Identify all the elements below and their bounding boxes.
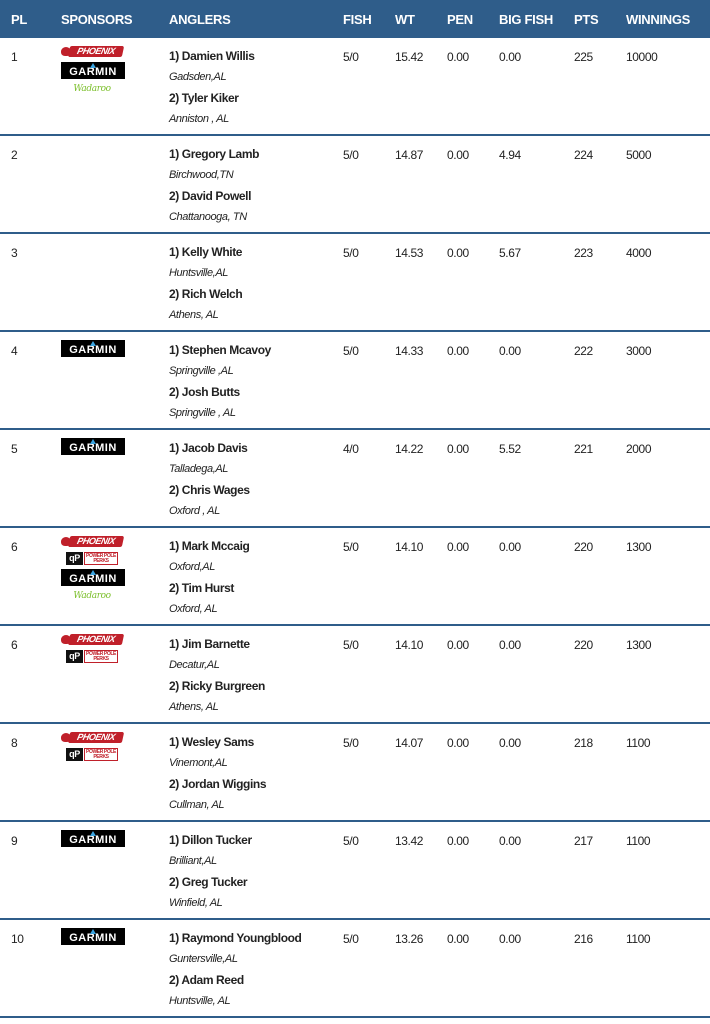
angler-1-name[interactable]: 1) Raymond Youngblood bbox=[169, 931, 302, 945]
qp-logo-text: POWER POLE PERKS bbox=[84, 748, 118, 761]
fish-cell: 5/0 bbox=[343, 736, 359, 750]
place-cell: 3 bbox=[11, 246, 18, 260]
points-cell: 217 bbox=[574, 834, 593, 848]
garmin-triangle-icon bbox=[90, 439, 96, 444]
header-pl: PL bbox=[11, 12, 28, 27]
garmin-logo-text: GARMIN bbox=[69, 66, 117, 78]
winnings-cell: 3000 bbox=[626, 344, 652, 358]
power-pole-perks-logo[interactable] bbox=[66, 650, 118, 663]
qp-mark: qP bbox=[66, 650, 83, 663]
angler-2-city: Chattanooga, TN bbox=[169, 211, 247, 223]
fish-cell: 5/0 bbox=[343, 932, 359, 946]
place-cell: 4 bbox=[11, 344, 18, 358]
place-cell: 2 bbox=[11, 148, 18, 162]
anglers-cell bbox=[169, 146, 259, 230]
winnings-cell: 4000 bbox=[626, 246, 652, 260]
angler-1-name[interactable]: 1) Stephen Mcavoy bbox=[169, 343, 271, 357]
fish-cell: 5/0 bbox=[343, 148, 359, 162]
qp-logo-text: POWER POLE PERKS bbox=[84, 650, 118, 663]
penalty-cell: 0.00 bbox=[447, 540, 469, 554]
points-cell: 220 bbox=[574, 638, 593, 652]
weight-cell: 14.22 bbox=[395, 442, 424, 456]
garmin-logo-text: GARMIN bbox=[69, 932, 117, 944]
angler-2-name[interactable]: 2) Jordan Wiggins bbox=[169, 777, 267, 791]
header-wt: WT bbox=[395, 12, 415, 27]
angler-1-name[interactable]: 1) Wesley Sams bbox=[169, 735, 254, 749]
penalty-cell: 0.00 bbox=[447, 246, 469, 260]
anglers-cell bbox=[169, 832, 252, 916]
big-fish-cell: 0.00 bbox=[499, 932, 521, 946]
fish-cell: 4/0 bbox=[343, 442, 359, 456]
table-row bbox=[0, 234, 710, 332]
angler-2-name[interactable]: 2) Tim Hurst bbox=[169, 581, 234, 595]
penalty-cell: 0.00 bbox=[447, 736, 469, 750]
angler-2-name[interactable]: 2) Josh Butts bbox=[169, 385, 240, 399]
angler-2-name[interactable]: 2) Tyler Kiker bbox=[169, 91, 239, 105]
penalty-cell: 0.00 bbox=[447, 50, 469, 64]
garmin-triangle-icon bbox=[90, 63, 96, 68]
place-cell: 9 bbox=[11, 834, 18, 848]
angler-1-name[interactable]: 1) Dillon Tucker bbox=[169, 833, 252, 847]
header-anglers: ANGLERS bbox=[169, 12, 231, 27]
garmin-logo-text: GARMIN bbox=[69, 573, 117, 585]
angler-2-city: Cullman, AL bbox=[169, 799, 225, 811]
sponsors-cell bbox=[61, 928, 125, 949]
sponsors-cell bbox=[61, 830, 125, 851]
table-row bbox=[0, 626, 710, 724]
penalty-cell: 0.00 bbox=[447, 148, 469, 162]
sponsors-cell bbox=[61, 536, 125, 606]
place-cell: 8 bbox=[11, 736, 18, 750]
table-row bbox=[0, 136, 710, 234]
angler-1-name[interactable]: 1) Mark Mccaig bbox=[169, 539, 250, 553]
phoenix-logo-text: PHOENIX bbox=[68, 536, 124, 547]
penalty-cell: 0.00 bbox=[447, 834, 469, 848]
angler-1-city: Birchwood,TN bbox=[169, 169, 234, 181]
points-cell: 216 bbox=[574, 932, 593, 946]
big-fish-cell: 5.67 bbox=[499, 246, 521, 260]
anglers-cell bbox=[169, 244, 242, 328]
garmin-logo-text: GARMIN bbox=[69, 344, 117, 356]
angler-2-name[interactable]: 2) Chris Wages bbox=[169, 483, 250, 497]
qp-mark: qP bbox=[66, 748, 83, 761]
penalty-cell: 0.00 bbox=[447, 442, 469, 456]
angler-2-city: Athens, AL bbox=[169, 701, 219, 713]
angler-2-name[interactable]: 2) David Powell bbox=[169, 189, 252, 203]
anglers-cell bbox=[169, 342, 271, 426]
garmin-logo[interactable] bbox=[61, 340, 125, 357]
sponsors-cell bbox=[61, 438, 125, 459]
big-fish-cell: 0.00 bbox=[499, 540, 521, 554]
winnings-cell: 1100 bbox=[626, 932, 651, 946]
power-pole-perks-logo[interactable] bbox=[66, 748, 118, 761]
angler-2-name[interactable]: 2) Greg Tucker bbox=[169, 875, 248, 889]
angler-2-city: Anniston , AL bbox=[169, 113, 229, 125]
big-fish-cell: 0.00 bbox=[499, 50, 521, 64]
qp-logo-text: POWER POLE PERKS bbox=[84, 552, 118, 565]
winnings-cell: 1100 bbox=[626, 736, 651, 750]
table-row bbox=[0, 38, 710, 136]
penalty-cell: 0.00 bbox=[447, 344, 469, 358]
sponsors-cell bbox=[61, 340, 125, 361]
table-body bbox=[0, 38, 710, 1018]
angler-2-city: Oxford , AL bbox=[169, 505, 220, 517]
angler-2-name[interactable]: 2) Adam Reed bbox=[169, 973, 244, 987]
header-fish: FISH bbox=[343, 12, 372, 27]
angler-1-city: Gadsden,AL bbox=[169, 71, 227, 83]
table-row bbox=[0, 528, 710, 626]
angler-1-city: Huntsville,AL bbox=[169, 267, 228, 279]
place-cell: 1 bbox=[11, 50, 18, 64]
weight-cell: 14.53 bbox=[395, 246, 424, 260]
angler-1-city: Oxford,AL bbox=[169, 561, 215, 573]
garmin-logo[interactable] bbox=[61, 62, 125, 79]
angler-2-name[interactable]: 2) Ricky Burgreen bbox=[169, 679, 265, 693]
angler-1-city: Talladega,AL bbox=[169, 463, 229, 475]
fish-cell: 5/0 bbox=[343, 540, 359, 554]
winnings-cell: 1300 bbox=[626, 638, 652, 652]
fish-cell: 5/0 bbox=[343, 50, 359, 64]
points-cell: 225 bbox=[574, 50, 593, 64]
penalty-cell: 0.00 bbox=[447, 638, 469, 652]
garmin-triangle-icon bbox=[90, 570, 96, 575]
fish-cell: 5/0 bbox=[343, 344, 359, 358]
garmin-logo[interactable] bbox=[61, 928, 125, 945]
winnings-cell: 1100 bbox=[626, 834, 651, 848]
angler-2-name[interactable]: 2) Rich Welch bbox=[169, 287, 243, 301]
angler-1-city: Vinemont,AL bbox=[169, 757, 228, 769]
phoenix-logo[interactable] bbox=[61, 536, 123, 548]
angler-1-name[interactable]: 1) Kelly White bbox=[169, 245, 243, 259]
anglers-cell bbox=[169, 538, 249, 622]
garmin-triangle-icon bbox=[90, 929, 96, 934]
place-cell: 5 bbox=[11, 442, 18, 456]
angler-2-city: Oxford, AL bbox=[169, 603, 218, 615]
sponsors-cell bbox=[61, 46, 125, 99]
points-cell: 223 bbox=[574, 246, 593, 260]
table-row bbox=[0, 430, 710, 528]
garmin-logo[interactable] bbox=[61, 438, 125, 455]
angler-1-city: Brilliant,AL bbox=[169, 855, 217, 867]
garmin-logo-text: GARMIN bbox=[69, 834, 117, 846]
garmin-logo[interactable] bbox=[61, 830, 125, 847]
place-cell: 10 bbox=[11, 932, 24, 946]
winnings-cell: 10000 bbox=[626, 50, 658, 64]
table-row bbox=[0, 724, 710, 822]
power-pole-perks-logo[interactable] bbox=[66, 552, 118, 565]
anglers-cell bbox=[169, 636, 265, 720]
fish-cell: 5/0 bbox=[343, 638, 359, 652]
garmin-logo-text: GARMIN bbox=[69, 442, 117, 454]
phoenix-logo-text: PHOENIX bbox=[68, 634, 124, 645]
angler-1-city: Guntersville,AL bbox=[169, 953, 238, 965]
garmin-logo[interactable] bbox=[61, 569, 125, 586]
wadaroo-logo-text: Wadaroo bbox=[73, 84, 111, 94]
anglers-cell bbox=[169, 930, 301, 1014]
angler-2-city: Springville , AL bbox=[169, 407, 236, 419]
sponsors-cell bbox=[61, 732, 125, 765]
weight-cell: 14.10 bbox=[395, 638, 424, 652]
header-big-fish: BIG FISH bbox=[499, 12, 553, 27]
wadaroo-logo[interactable] bbox=[61, 83, 123, 95]
big-fish-cell: 0.00 bbox=[499, 834, 521, 848]
points-cell: 222 bbox=[574, 344, 593, 358]
anglers-cell bbox=[169, 440, 250, 524]
qp-mark: qP bbox=[66, 552, 83, 565]
weight-cell: 14.10 bbox=[395, 540, 424, 554]
angler-2-city: Winfield, AL bbox=[169, 897, 223, 909]
angler-1-city: Springville ,AL bbox=[169, 365, 234, 377]
angler-1-name[interactable]: 1) Damien Willis bbox=[169, 49, 255, 63]
phoenix-logo-text: PHOENIX bbox=[68, 732, 124, 743]
table-header bbox=[0, 0, 710, 38]
big-fish-cell: 0.00 bbox=[499, 344, 521, 358]
weight-cell: 14.33 bbox=[395, 344, 424, 358]
header-sponsors: SPONSORS bbox=[61, 12, 133, 27]
weight-cell: 14.07 bbox=[395, 736, 424, 750]
angler-1-city: Decatur,AL bbox=[169, 659, 220, 671]
fish-cell: 5/0 bbox=[343, 834, 359, 848]
angler-2-city: Athens, AL bbox=[169, 309, 219, 321]
header-pen: PEN bbox=[447, 12, 473, 27]
header-winnings: WINNINGS bbox=[626, 12, 691, 27]
table-row bbox=[0, 920, 710, 1018]
winnings-cell: 2000 bbox=[626, 442, 652, 456]
penalty-cell: 0.00 bbox=[447, 932, 469, 946]
sponsors-cell bbox=[61, 634, 125, 667]
phoenix-logo-text: PHOENIX bbox=[68, 46, 124, 57]
place-cell: 6 bbox=[11, 638, 18, 652]
big-fish-cell: 0.00 bbox=[499, 638, 521, 652]
big-fish-cell: 4.94 bbox=[499, 148, 521, 162]
weight-cell: 13.26 bbox=[395, 932, 424, 946]
big-fish-cell: 5.52 bbox=[499, 442, 521, 456]
points-cell: 224 bbox=[574, 148, 593, 162]
points-cell: 221 bbox=[574, 442, 593, 456]
angler-1-name[interactable]: 1) Jacob Davis bbox=[169, 441, 248, 455]
points-cell: 220 bbox=[574, 540, 593, 554]
anglers-cell bbox=[169, 48, 255, 132]
wadaroo-logo[interactable] bbox=[61, 590, 123, 602]
big-fish-cell: 0.00 bbox=[499, 736, 521, 750]
table-row bbox=[0, 822, 710, 920]
table-row bbox=[0, 332, 710, 430]
phoenix-logo[interactable] bbox=[61, 732, 123, 744]
wadaroo-logo-text: Wadaroo bbox=[73, 591, 111, 601]
weight-cell: 14.87 bbox=[395, 148, 424, 162]
anglers-cell bbox=[169, 734, 266, 818]
angler-1-name[interactable]: 1) Jim Barnette bbox=[169, 637, 250, 651]
points-cell: 218 bbox=[574, 736, 593, 750]
angler-2-city: Huntsville, AL bbox=[169, 995, 231, 1007]
garmin-triangle-icon bbox=[90, 341, 96, 346]
header-pts: PTS bbox=[574, 12, 599, 27]
weight-cell: 15.42 bbox=[395, 50, 424, 64]
garmin-triangle-icon bbox=[90, 831, 96, 836]
winnings-cell: 5000 bbox=[626, 148, 652, 162]
phoenix-logo[interactable] bbox=[61, 46, 123, 58]
fish-cell: 5/0 bbox=[343, 246, 359, 260]
place-cell: 6 bbox=[11, 540, 18, 554]
angler-1-name[interactable]: 1) Gregory Lamb bbox=[169, 147, 260, 161]
weight-cell: 13.42 bbox=[395, 834, 424, 848]
phoenix-logo[interactable] bbox=[61, 634, 123, 646]
winnings-cell: 1300 bbox=[626, 540, 652, 554]
